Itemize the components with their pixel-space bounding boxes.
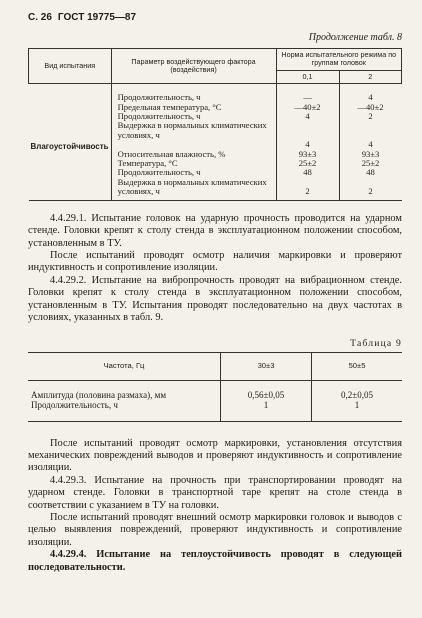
param-cell: Выдержка в нормальных климатических условиях, ч <box>111 178 276 200</box>
group1-cell: —40±2 <box>276 103 339 112</box>
group1-cell: — <box>276 84 339 103</box>
group2-cell: 2 <box>368 186 373 197</box>
param-cell: Продолжительность, ч <box>111 84 276 103</box>
group2-cell: —40±2 <box>357 101 384 112</box>
table-row <box>28 400 402 421</box>
group2-cell: 25±2 <box>361 158 380 169</box>
paragraph: 4.4.29.4. Испытание на теплоустойчивость проводят в следующей последовательности. <box>28 549 402 573</box>
row-name-cell: Амплитуда (половина размаха), мм <box>31 389 167 400</box>
table-8 <box>28 48 402 201</box>
body-text-section-b <box>28 438 402 574</box>
page-header <box>28 12 402 26</box>
paragraph: 4.4.29.2. Испытание на вибропрочность проводят на вибрационном стенде. Головки крепят к столу стенда в эксплуатационном положении способом, установленным в ТУ. Испытания проводят последовательно на двух частотах в условиях, указанных в табл. 9. <box>28 274 402 323</box>
test-name-cell: Влагоустойчивость <box>29 84 112 200</box>
row-name-cell: Продолжительность, ч <box>31 400 118 411</box>
freq2-cell: 1 <box>312 400 403 421</box>
body-text-section-a <box>28 213 402 325</box>
group1-cell: 25±2 <box>276 159 339 168</box>
header-freq-2: 50±5 <box>312 353 403 380</box>
group2-cell: 4 <box>368 139 373 150</box>
paragraph: После испытаний проводят осмотр наличия маркировки и проверяют индуктивность и сопротивление изоляции. <box>28 249 402 274</box>
freq2-cell: 0,2±0,05 <box>312 380 403 400</box>
param-cell: Продолжительность, ч <box>111 112 276 121</box>
group2-cell: 2 <box>368 111 373 122</box>
group2-cell: 4 <box>368 92 373 103</box>
group2-cell: 48 <box>366 167 375 178</box>
standard-code: ГОСТ 19775—87 <box>57 12 137 23</box>
paragraph: 4.4.29.3. Испытание на прочность при транспортировании проводят на ударном стенде. Головки в транспортной таре крепят на столе стенда в соответствии с указанием в ТУ на головки. <box>28 474 402 511</box>
header-group-1: 0,1 <box>276 70 339 83</box>
header-freq-1: 30±3 <box>221 353 312 380</box>
page-number: С. 26 <box>28 12 52 23</box>
group2-cell: 93±3 <box>361 148 380 159</box>
header-parameter: Параметр воздействующего фактора (воздействия) <box>111 49 276 84</box>
table-9 <box>28 352 402 421</box>
paragraph: 4.4.29.1. Испытание головок на ударную прочность проводится на ударном стенде. Головки крепят к столу стенда в эксплуатационном положении способом, установленным в ТУ. <box>28 212 402 249</box>
header-frequency: Частота, Гц <box>28 353 221 380</box>
freq1-cell: 0,56±0,05 <box>221 380 312 400</box>
table-row <box>28 380 402 400</box>
group1-cell: 2 <box>276 178 339 200</box>
header-test-type: Вид испытания <box>29 49 112 84</box>
group1-cell: 4 <box>276 112 339 121</box>
header-group-2: 2 <box>339 70 402 83</box>
table-row <box>29 84 402 103</box>
header-norm: Норма испытательного режима по группам головок <box>276 49 402 71</box>
param-cell: Относительная влажность, % <box>111 150 276 159</box>
group1-cell <box>276 121 339 140</box>
paragraph: После испытаний проводят внешний осмотр маркировки головок и выводов с целью выявления повреждений, проверяют индуктивность и сопротивление изоляции. <box>28 512 402 548</box>
group1-cell: 4 <box>276 140 339 149</box>
freq1-cell: 1 <box>221 400 312 421</box>
group2-cell <box>339 121 402 140</box>
paragraph: После испытаний проводят осмотр маркировки, установления отсутствия механических повреждений выводов и проверяют индуктивность и сопротивление изоляции. <box>28 437 402 474</box>
group1-cell: 93±3 <box>276 150 339 159</box>
table-9-label: Таблица 9 <box>350 338 402 350</box>
table-continuation-label: Продолжение табл. 8 <box>308 32 402 43</box>
group1-cell: 48 <box>276 168 339 177</box>
param-cell: Предельная температура, °С <box>111 103 276 112</box>
param-cell: Продолжительность, ч <box>111 168 276 177</box>
param-cell: Выдержка в нормальных климатических условиях, ч <box>111 121 276 140</box>
param-cell: Температура, °С <box>111 159 276 168</box>
